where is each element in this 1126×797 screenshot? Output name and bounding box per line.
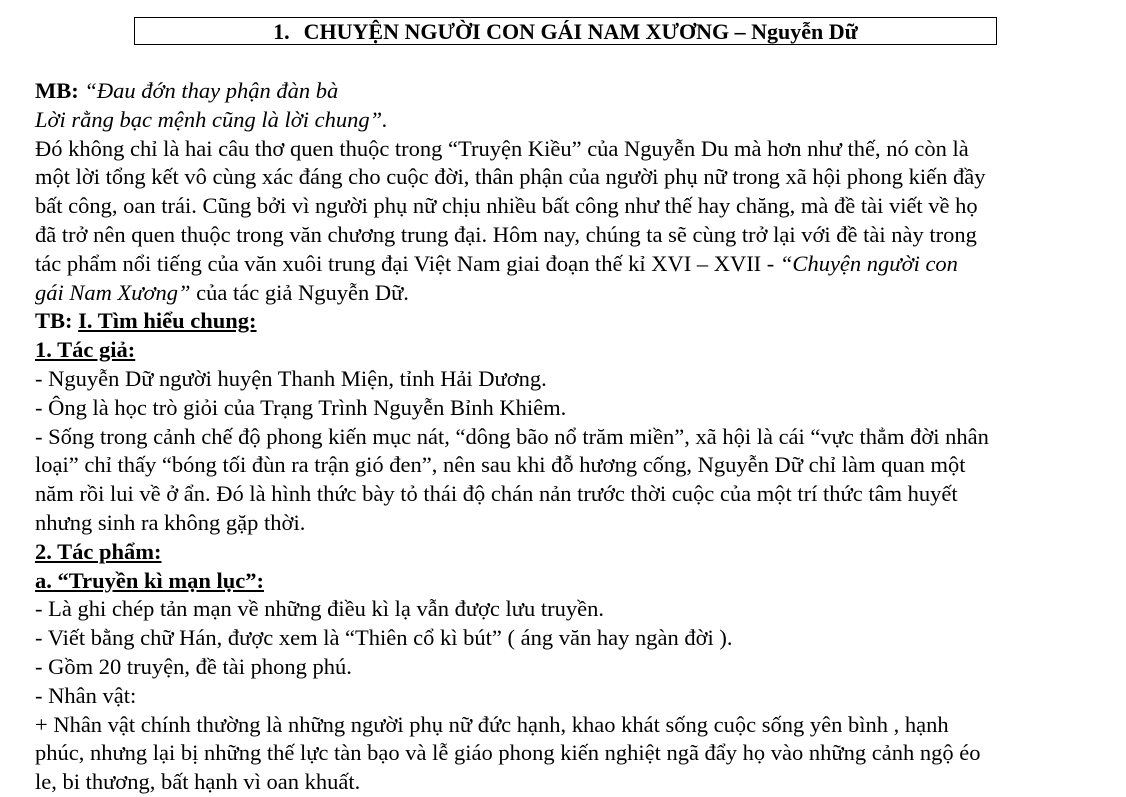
- mb-paragraph-line-5a: tác phẩm nổi tiếng của văn xuôi trung đại Việt Nam giai đoạn thế kỉ XVI – XVII -: [35, 250, 780, 276]
- author-line-4: loại” chỉ thấy “bóng tối đùn ra trận gió đen”, nên sau khi đỗ hương cống, Nguyễn Dữ chỉ làm quan một: [35, 452, 966, 478]
- work-line-7: le, bi thương, bất hạnh vì oan khuất.: [35, 769, 361, 795]
- mb-paragraph-line-5: [35, 250, 1110, 279]
- author-line-1: - Nguyễn Dữ người huyện Thanh Miện, tỉnh Hải Dương.: [35, 365, 547, 391]
- author-heading: 1. Tác giả:: [35, 337, 136, 363]
- mb-paragraph-line-3: bất công, oan trái. Cũng bởi vì người phụ nữ chịu nhiều bất công như thế hay chăng, mà đề tài viết về họ: [35, 193, 978, 219]
- mb-paragraph-line-6b: của tác giả Nguyễn Dữ.: [190, 279, 409, 305]
- document-title: [134, 17, 997, 45]
- mb-line-1: [35, 77, 1110, 106]
- work-line-3: - Gồm 20 truyện, đề tài phong phú.: [35, 653, 352, 679]
- mb-quote-line-2: Lời rằng bạc mệnh cũng là lời chung”.: [35, 106, 388, 132]
- mb-paragraph-line-1: Đó không chỉ là hai câu thơ quen thuộc trong “Truyện Kiều” của Nguyễn Du mà hơn như thế, nó còn là: [35, 135, 969, 161]
- work-sub-heading: a. “Truyền kì mạn lục”:: [35, 567, 264, 593]
- author-line-5: năm rồi lui về ở ẩn. Đó là hình thức bày tỏ thái độ chán nản trước thời cuộc của một trí thức tâm huyết: [35, 481, 958, 507]
- tb-section-heading: I. Tìm hiểu chung:: [78, 308, 257, 334]
- title-text: CHUYỆN NGƯỜI CON GÁI NAM XƯƠNG – Nguyễn Dữ: [303, 19, 858, 44]
- document-body: [35, 77, 1110, 797]
- work-line-5: + Nhân vật chính thường là những người phụ nữ đức hạnh, khao khát sống cuộc sống yên bình , hạnh: [35, 711, 949, 737]
- author-line-2: - Ông là học trò giỏi của Trạng Trình Nguyễn Bỉnh Khiêm.: [35, 394, 567, 420]
- author-line-3: - Sống trong cảnh chế độ phong kiến mục nát, “dông bão nổ trăm miền”, xã hội là cái “vực thẳm đời nhân: [35, 423, 989, 449]
- mb-paragraph-line-4: đã trở nên quen thuộc trong văn chương trung đại. Hôm nay, chúng ta sẽ cùng trở lại với đề tài này trong: [35, 221, 977, 247]
- mb-work-title-part-1: “Chuyện người con: [779, 250, 958, 276]
- tb-label: TB:: [35, 308, 79, 334]
- work-line-2: - Viết bằng chữ Hán, được xem là “Thiên cổ kì bút” ( áng văn hay ngàn đời ).: [35, 625, 733, 651]
- work-line-6: phúc, nhưng lại bị những thế lực tàn bạo và lễ giáo phong kiến nghiệt ngã đẩy họ vào những cảnh ngộ éo: [35, 740, 981, 766]
- mb-paragraph-line-6: [35, 279, 1110, 308]
- work-line-1: - Là ghi chép tản mạn về những điều kì lạ vẫn được lưu truyền.: [35, 596, 604, 622]
- tb-heading-line: [35, 307, 1110, 336]
- author-line-6: nhưng sinh ra không gặp thời.: [35, 509, 306, 535]
- work-heading: 2. Tác phẩm:: [35, 538, 162, 564]
- title-number: 1.: [273, 19, 290, 44]
- mb-quote-line-1: “Đau đớn thay phận đàn bà: [84, 78, 339, 103]
- mb-paragraph-line-2: một lời tổng kết vô cùng xác đáng cho cuộc đời, thân phận của người phụ nữ trong xã hội phong kiến đầy: [35, 164, 986, 190]
- mb-work-title-part-2: gái Nam Xương”: [35, 279, 191, 305]
- work-line-4: - Nhân vật:: [35, 682, 137, 708]
- mb-label: MB:: [35, 78, 79, 103]
